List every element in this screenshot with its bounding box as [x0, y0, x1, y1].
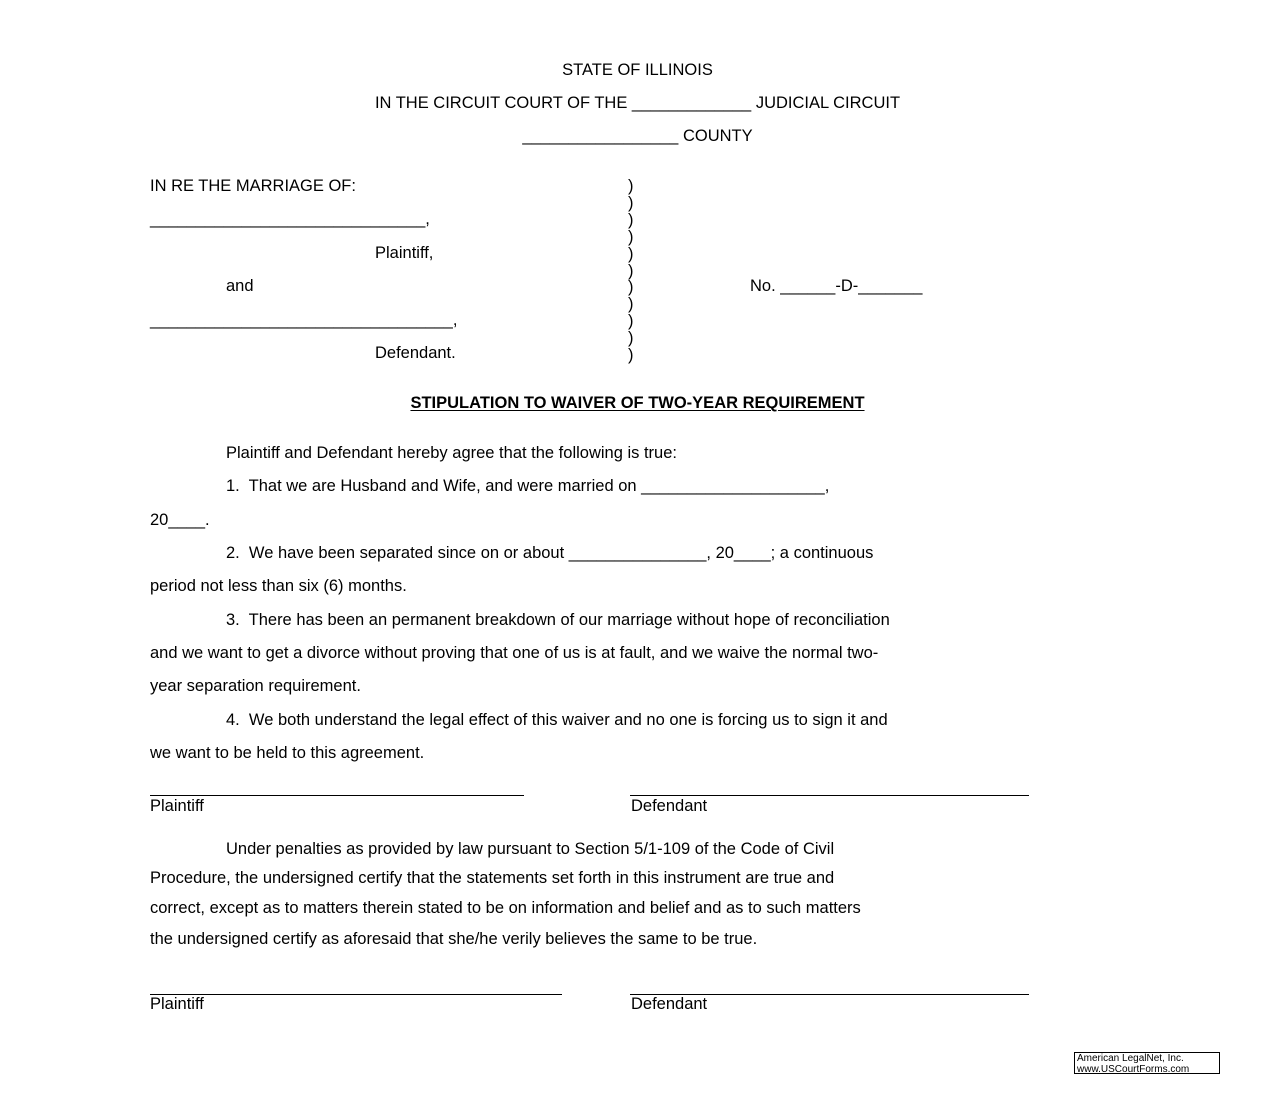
- defendant-name-blank: _________________________________,: [150, 311, 458, 329]
- case-number: No. ______-D-_______: [750, 277, 923, 295]
- paragraph-3-line-2: and we want to get a divorce without proving that one of us is at fault, and we waive the normal two-: [150, 644, 879, 662]
- certification-line-4: the undersigned certify as aforesaid that she/he verily believes the same to be true.: [150, 930, 758, 948]
- and-label: and: [226, 277, 254, 295]
- plaintiff-signature-label: Plaintiff: [150, 797, 204, 815]
- publisher-name: American LegalNet, Inc.: [1077, 1053, 1184, 1064]
- paragraph-3-line-1: 3. There has been an permanent breakdown of our marriage without hope of reconciliation: [226, 611, 890, 629]
- intro-paragraph: Plaintiff and Defendant hereby agree that the following is true:: [226, 444, 677, 462]
- defendant-signature-label: Defendant: [631, 797, 708, 815]
- state-heading: STATE OF ILLINOIS: [562, 61, 713, 79]
- document-title: STIPULATION TO WAIVER OF TWO-YEAR REQUIREMENT: [410, 394, 865, 412]
- paragraph-1-line-1: 1. That we are Husband and Wife, and were married on ____________________,: [226, 477, 830, 495]
- paragraph-4-line-1: 4. We both understand the legal effect of this waiver and no one is forcing us to sign it and: [226, 711, 888, 729]
- publisher-website: www.USCourtForms.com: [1077, 1064, 1190, 1075]
- plaintiff-signature-line: [150, 795, 524, 796]
- defendant-label: Defendant.: [375, 344, 456, 362]
- paragraph-2-line-2: period not less than six (6) months.: [150, 577, 407, 595]
- paragraph-4-line-2: we want to be held to this agreement.: [150, 744, 425, 762]
- plaintiff-label: Plaintiff,: [375, 244, 434, 262]
- county-heading: _________________ COUNTY: [522, 127, 753, 145]
- plaintiff-certification-signature-line: [150, 994, 562, 995]
- caption-parenthesis-column: ) ) ) ) ) ) ) ) ) ) ): [628, 177, 634, 365]
- certification-line-2: Procedure, the undersigned certify that the statements set forth in this instrument are true and: [150, 869, 835, 887]
- plaintiff-name-blank: ______________________________,: [150, 210, 430, 228]
- certification-line-3: correct, except as to matters therein stated to be on information and belief and as to such matters: [150, 899, 861, 917]
- court-heading: IN THE CIRCUIT COURT OF THE _____________ JUDICIAL CIRCUIT: [374, 94, 901, 112]
- defendant-signature-line: [630, 795, 1029, 796]
- defendant-certification-label: Defendant: [631, 995, 708, 1013]
- in-re-label: IN RE THE MARRIAGE OF:: [150, 177, 356, 195]
- paragraph-1-line-2: 20____.: [150, 511, 210, 529]
- paragraph-2-line-1: 2. We have been separated since on or about _______________, 20____; a continuous: [226, 544, 874, 562]
- plaintiff-certification-label: Plaintiff: [150, 995, 204, 1013]
- publisher-badge: [1074, 1052, 1220, 1074]
- certification-line-1: Under penalties as provided by law pursuant to Section 5/1-109 of the Code of Civil: [226, 840, 835, 858]
- paragraph-3-line-3: year separation requirement.: [150, 677, 361, 695]
